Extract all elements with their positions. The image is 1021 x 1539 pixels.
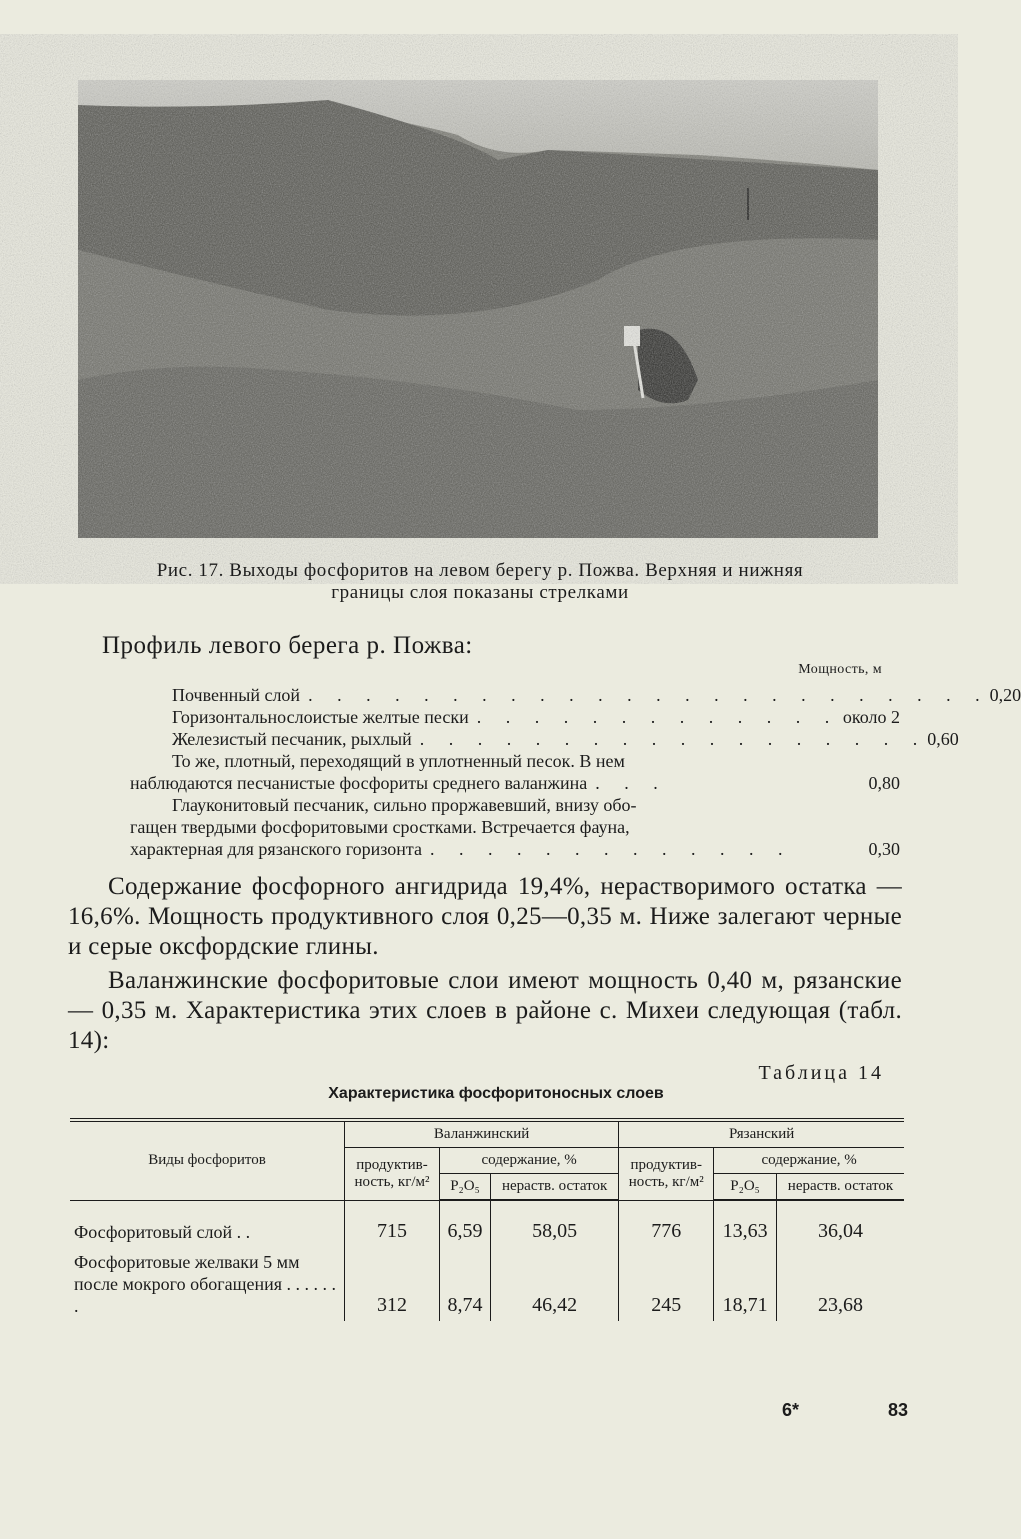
profile-row-value: около 2: [842, 707, 900, 727]
cell-r-prod: 776: [619, 1200, 714, 1247]
group-header-valanzhin: Валанжинский: [345, 1120, 619, 1148]
profile-row: [130, 684, 1021, 706]
cell-v-insol: 58,05: [491, 1200, 619, 1247]
profile-row-text: наблюдаются песчанистые фосфориты среднего валанжина: [130, 773, 588, 793]
leader-dots: . . . . . . . . . . . . .: [476, 707, 840, 727]
profile-row-value: 0,20: [989, 685, 1021, 705]
profile-row-text: То же, плотный, переходящий в уплотненный песок. В нем: [172, 751, 625, 771]
table-row: [70, 1200, 904, 1247]
col-header-content: содержание, %: [714, 1148, 904, 1174]
profile-heading: Профиль левого берега р. Пожва:: [102, 632, 473, 659]
cell-v-prod: 312: [345, 1247, 440, 1321]
paragraph-1: Содержание фосфорного ангидрида 19,4%, нерастворимого остатка — 16,6%. Мощность продуктивного слоя 0,25—0,35 м. Ниже залегают черные и серые оксфордские глины.: [68, 873, 902, 960]
caption-line-1: Рис. 17. Выходы фосфоритов на левом берегу р. Пожва. Верхняя и нижняя: [156, 560, 804, 581]
profile-row: [130, 750, 900, 794]
signature-mark: 6*: [782, 1400, 800, 1420]
profile-row-text: Железистый песчаник, рыхлый: [172, 729, 412, 749]
leader-dots: . . . . . . . . . . . . .: [429, 839, 793, 859]
cell-v-prod: 715: [345, 1200, 440, 1247]
group-header-ryazan: Рязанский: [619, 1120, 904, 1148]
profile-row-value: 0,60: [927, 729, 959, 749]
cell-v-p2o5: 6,59: [440, 1200, 491, 1247]
col-header-productivity: продуктив-ность, кг/м²: [345, 1148, 440, 1201]
leader-dots: . . .: [595, 773, 668, 793]
profile-row: [130, 706, 900, 728]
col-header-types: Виды фосфоритов: [70, 1120, 345, 1200]
profile-row-value: 0,30: [868, 839, 900, 859]
leader-dots: . . . . . . . . . . . . . . . . . .: [419, 729, 928, 749]
cell-v-p2o5: 8,74: [440, 1247, 491, 1321]
col-header-insoluble: нераств. остаток: [776, 1174, 904, 1201]
col-header-content: содержание, %: [440, 1148, 619, 1174]
col-header-p2o5: P₂O₅: [714, 1174, 777, 1201]
profile-list: [130, 684, 1021, 860]
table-title: Характеристика фосфоритоносных слоев: [328, 1085, 664, 1102]
table-label: Таблица 14: [758, 1062, 884, 1084]
profile-row-text: Глауконитовый песчаник, сильно проржавевший, внизу обо-: [172, 795, 637, 815]
cell-r-p2o5: 18,71: [714, 1247, 777, 1321]
cell-r-insol: 23,68: [776, 1247, 904, 1321]
phosphorite-table: [70, 1118, 904, 1321]
col-header-productivity: продуктив-ность, кг/м²: [619, 1148, 714, 1201]
col-header-insoluble: нераств. остаток: [491, 1174, 619, 1201]
thickness-header: Мощность, м: [798, 662, 882, 677]
caption-line-2: границы слоя показаны стрелками: [331, 582, 629, 603]
cell-r-p2o5: 13,63: [714, 1200, 777, 1247]
cell-r-insol: 36,04: [776, 1200, 904, 1247]
col-header-p2o5: P₂O₅: [440, 1174, 491, 1201]
cell-r-prod: 245: [619, 1247, 714, 1321]
profile-row-value: 0,80: [868, 773, 900, 793]
row-name: Фосфоритовый слой . .: [74, 1221, 251, 1242]
profile-row-text: Почвенный слой: [172, 685, 301, 705]
profile-row-text: характерная для рязанского горизонта: [130, 839, 422, 859]
profile-row-text: гащен твердыми фосфоритовыми сростками. Встречается фауна,: [130, 817, 630, 837]
page-number: 83: [888, 1400, 909, 1420]
profile-row: [130, 728, 959, 750]
profile-row-text: Горизонтальнослоистые желтые пески: [172, 707, 469, 727]
row-name: Фосфоритовые желваки 5 мм после мокрого обогащения . . . . . . .: [74, 1251, 337, 1316]
paragraph-2: Валанжинские фосфоритовые слои имеют мощность 0,40 м, рязанские — 0,35 м. Характеристика этих слоев в районе с. Михеи следующая (табл. 14):: [68, 967, 902, 1054]
table-row: [70, 1247, 904, 1321]
outcrop-photo: [78, 80, 878, 538]
leader-dots: . . . . . . . . . . . . . . . . . . . . . . . .: [308, 685, 990, 705]
cell-v-insol: 46,42: [491, 1247, 619, 1321]
profile-row: [130, 794, 900, 860]
figure-caption: [60, 560, 900, 604]
